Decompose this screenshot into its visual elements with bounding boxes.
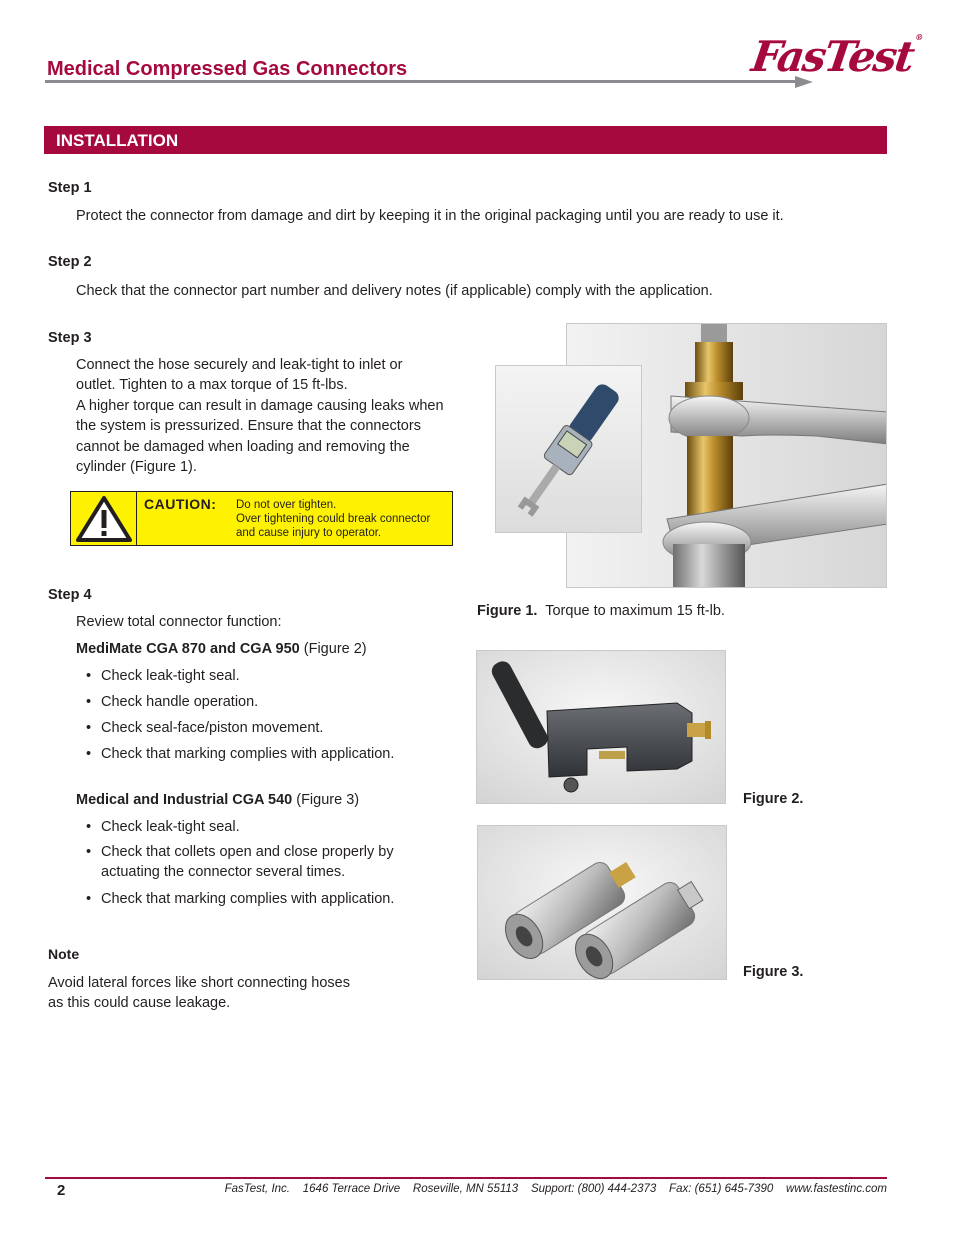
- list-item: • Check leak-tight seal.: [86, 819, 394, 844]
- header-rule: [45, 80, 805, 83]
- caution-box: [70, 491, 453, 546]
- figure2-medimate-photo: [476, 650, 726, 804]
- page-number: 2: [57, 1182, 66, 1199]
- figure3-cga540-photo: [477, 825, 727, 980]
- group1-title: MediMate CGA 870 and CGA 950 (Figure 2): [76, 641, 367, 657]
- footer-rule: [45, 1177, 887, 1179]
- list-item: • Check leak-tight seal.: [86, 668, 394, 694]
- caution-icon-cell: [71, 492, 137, 545]
- group1-checklist: [86, 668, 394, 772]
- list-item: • Check seal-face/piston movement.: [86, 720, 394, 746]
- section-bar: [44, 126, 887, 154]
- note-heading: Note: [48, 946, 80, 962]
- list-item: • Check handle operation.: [86, 694, 394, 720]
- footer-contact-info: FasTest, Inc. 1646 Terrace Drive Roseville, MN 55113 Support: (800) 444-2373 Fax: (651) 645-7390 www.fastestinc.com: [224, 1183, 887, 1195]
- step3-text: Connect the hose securely and leak-tight to inlet or outlet. Tighten to a max torque of 15 ft-lbs. A higher torque can result in damage causing leaks when the system is pressurized. Ensure that the connectors cannot be damaged when loading and removing the cylinder (Figure 1).: [76, 357, 444, 476]
- list-item: • Check that marking complies with application.: [86, 746, 394, 772]
- fastest-logo: FasTest®: [748, 32, 925, 81]
- step3-heading: Step 3: [48, 330, 92, 346]
- list-item: • Check that collets open and close properly by: [86, 844, 394, 864]
- step1-heading: Step 1: [48, 180, 92, 196]
- group2-title: Medical and Industrial CGA 540 (Figure 3): [76, 792, 360, 808]
- figure2-caption: Figure 2.: [743, 791, 804, 807]
- figure3-caption: Figure 3.: [743, 964, 804, 980]
- caution-text: Do not over tighten. Over tightening could break connector and cause injury to operator.: [236, 499, 431, 539]
- step2-text: Check that the connector part number and delivery notes (if applicable) comply with the application.: [76, 283, 713, 299]
- step1-text: Protect the connector from damage and dirt by keeping it in the original packaging until you are ready to use it.: [76, 208, 784, 224]
- figure1-torque-wrench-photo: [495, 365, 642, 533]
- caution-label: CAUTION:: [144, 496, 217, 512]
- step4-intro: Review total connector function:: [76, 614, 282, 630]
- list-item-continued: actuating the connector several times.: [101, 864, 346, 880]
- section-title: INSTALLATION: [56, 131, 179, 150]
- group2-checklist: [86, 819, 394, 911]
- list-item: • Check that marking complies with application.: [86, 891, 394, 911]
- note-text: Avoid lateral forces like short connecting hoses as this could cause leakage.: [48, 975, 350, 1012]
- page-title: Medical Compressed Gas Connectors: [47, 58, 408, 80]
- warning-triangle-icon: [71, 492, 137, 545]
- step2-heading: Step 2: [48, 254, 92, 270]
- step4-heading: Step 4: [48, 587, 92, 603]
- figure1-caption: Figure 1. Torque to maximum 15 ft-lb.: [477, 603, 725, 619]
